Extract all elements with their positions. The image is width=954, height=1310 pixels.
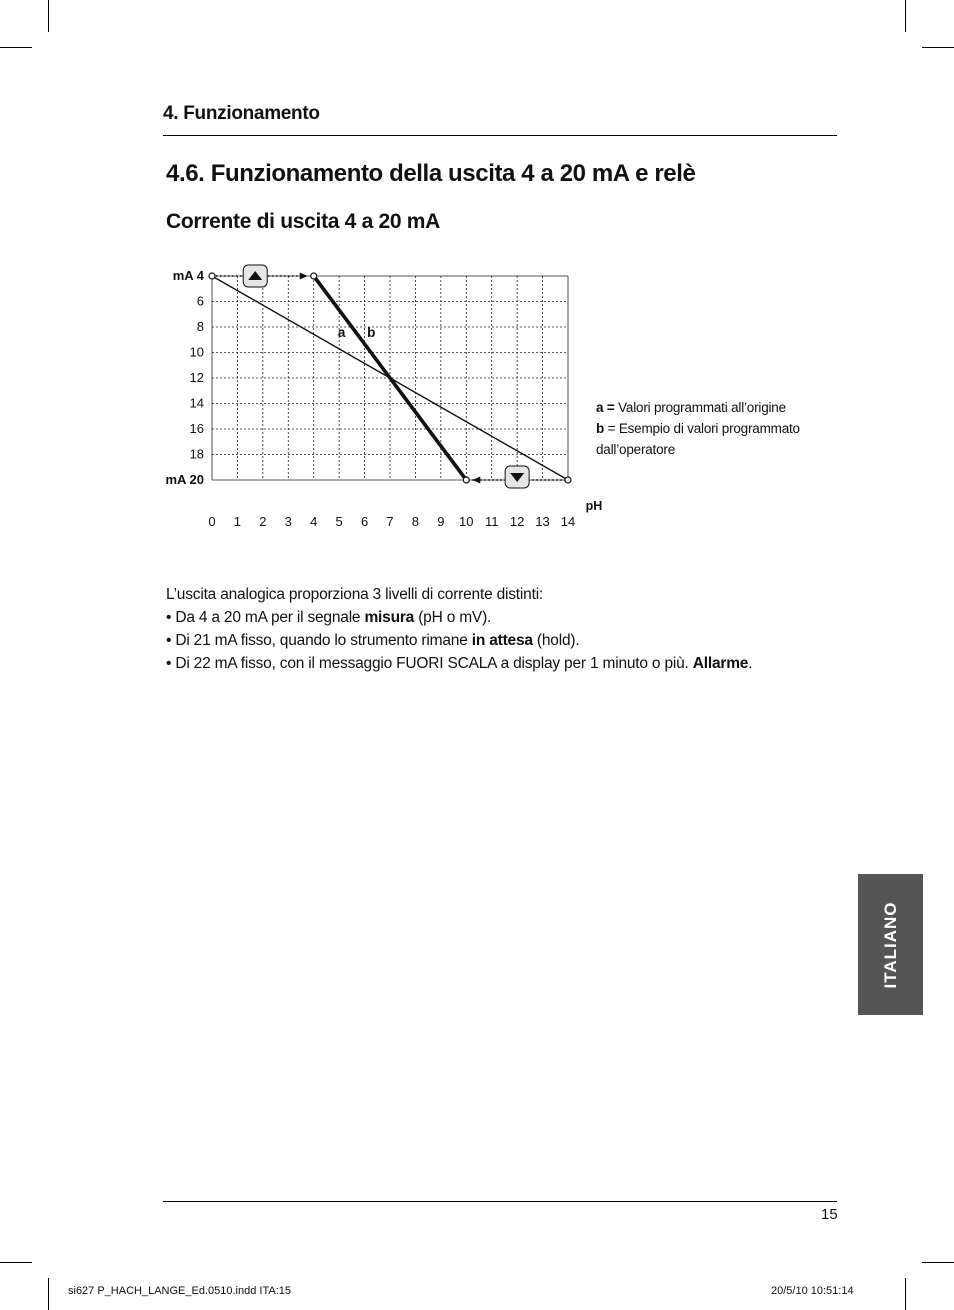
crop-mark	[905, 1278, 906, 1310]
y-tick-label: 10	[189, 344, 204, 360]
x-tick-label: 12	[509, 514, 525, 529]
crop-mark	[922, 47, 954, 48]
legend-item-b	[596, 418, 800, 439]
crop-mark	[922, 1262, 954, 1263]
page-subtitle: Corrente di uscita 4 a 20 mA	[166, 210, 441, 233]
x-tick-label: 14	[560, 514, 576, 529]
x-tick-label: 8	[411, 514, 420, 529]
bullet-text: (hold).	[532, 632, 580, 649]
legend-text-a: Valori programmati all’origine	[614, 400, 786, 415]
crop-mark	[48, 1278, 49, 1310]
crop-mark	[905, 0, 906, 32]
chart-legend	[596, 397, 800, 460]
legend-text-b-continued: dall’operatore	[596, 442, 676, 457]
bullet-text: (pH o mV).	[414, 609, 492, 626]
x-tick-label: 3	[284, 514, 292, 529]
bullet-text: • Di 21 mA fisso, quando lo strumento rimane	[166, 632, 472, 649]
x-axis-label: pH	[585, 499, 603, 513]
legend-key-b: b	[596, 421, 605, 436]
header-rule	[163, 135, 837, 136]
x-tick-label: 1	[233, 514, 242, 529]
arrow-down-icon	[505, 466, 529, 488]
x-tick-label: 10	[459, 514, 474, 529]
crop-mark	[0, 1262, 32, 1263]
x-tick-label: 4	[310, 514, 318, 529]
legend-key-a: a =	[596, 400, 615, 415]
y-tick-label: 6	[196, 293, 204, 309]
y-tick-label: 14	[189, 395, 204, 411]
print-slug-date: 20/5/10 10:51:14	[771, 1285, 854, 1297]
y-tick-label: 8	[196, 319, 204, 334]
series-label-b: b	[367, 325, 376, 341]
y-tick-label: 18	[189, 446, 204, 462]
y-tick-label: mA 4	[172, 268, 204, 283]
section-heading: 4. Funzionamento	[163, 103, 320, 124]
y-tick-label: mA 20	[165, 472, 204, 487]
x-tick-label: 6	[360, 514, 369, 529]
footer-rule	[163, 1201, 837, 1202]
language-tab-label: ITALIANO	[880, 900, 900, 989]
crop-mark	[48, 0, 49, 32]
bullet-text: .	[748, 655, 753, 672]
x-tick-label: 11	[484, 514, 499, 529]
language-tab	[858, 874, 923, 1015]
bullet-text: • Da 4 a 20 mA per il segnale	[166, 609, 365, 626]
x-tick-label: 7	[386, 514, 394, 529]
series-label-a: a	[337, 325, 346, 341]
print-slug-file: si627 P_HACH_LANGE_Ed.0510.indd ITA:15	[68, 1285, 291, 1297]
crop-mark	[0, 47, 32, 48]
x-tick-label: 5	[335, 514, 343, 529]
x-tick-label: 2	[259, 514, 267, 529]
body-intro: L’uscita analogica proporziona 3 livelli di corrente distinti:	[166, 586, 544, 603]
arrow-up-icon	[243, 265, 267, 287]
arrow-left-icon	[472, 477, 480, 484]
bullet-bold: in attesa	[471, 632, 533, 649]
series-endpoint	[311, 273, 317, 279]
x-tick-label: 9	[437, 514, 445, 529]
bullet-hold	[166, 629, 752, 652]
arrow-right-icon	[300, 273, 308, 280]
body-text	[166, 583, 752, 675]
bullet-bold: Allarme	[692, 655, 749, 672]
bullet-text: • Di 22 mA fisso, con il messaggio FUORI SCALA a display per 1 minuto o più.	[166, 655, 693, 672]
series-endpoint	[565, 477, 571, 483]
output-current-chart	[150, 258, 620, 538]
legend-item-a	[596, 397, 800, 418]
series-endpoint	[463, 477, 469, 483]
y-tick-label: 12	[189, 370, 204, 385]
page-number: 15	[821, 1206, 838, 1223]
bullet-measure	[166, 606, 752, 629]
series-endpoint	[209, 273, 215, 279]
page-title: 4.6. Funzionamento della uscita 4 a 20 mA e relè	[166, 160, 696, 187]
x-tick-label: 13	[535, 514, 550, 529]
x-tick-label: 0	[208, 514, 216, 529]
bullet-alarm	[166, 652, 752, 675]
legend-text-b: = Esempio di valori programmato	[604, 421, 800, 436]
bullet-bold: misura	[364, 609, 415, 626]
y-tick-label: 16	[189, 421, 204, 436]
